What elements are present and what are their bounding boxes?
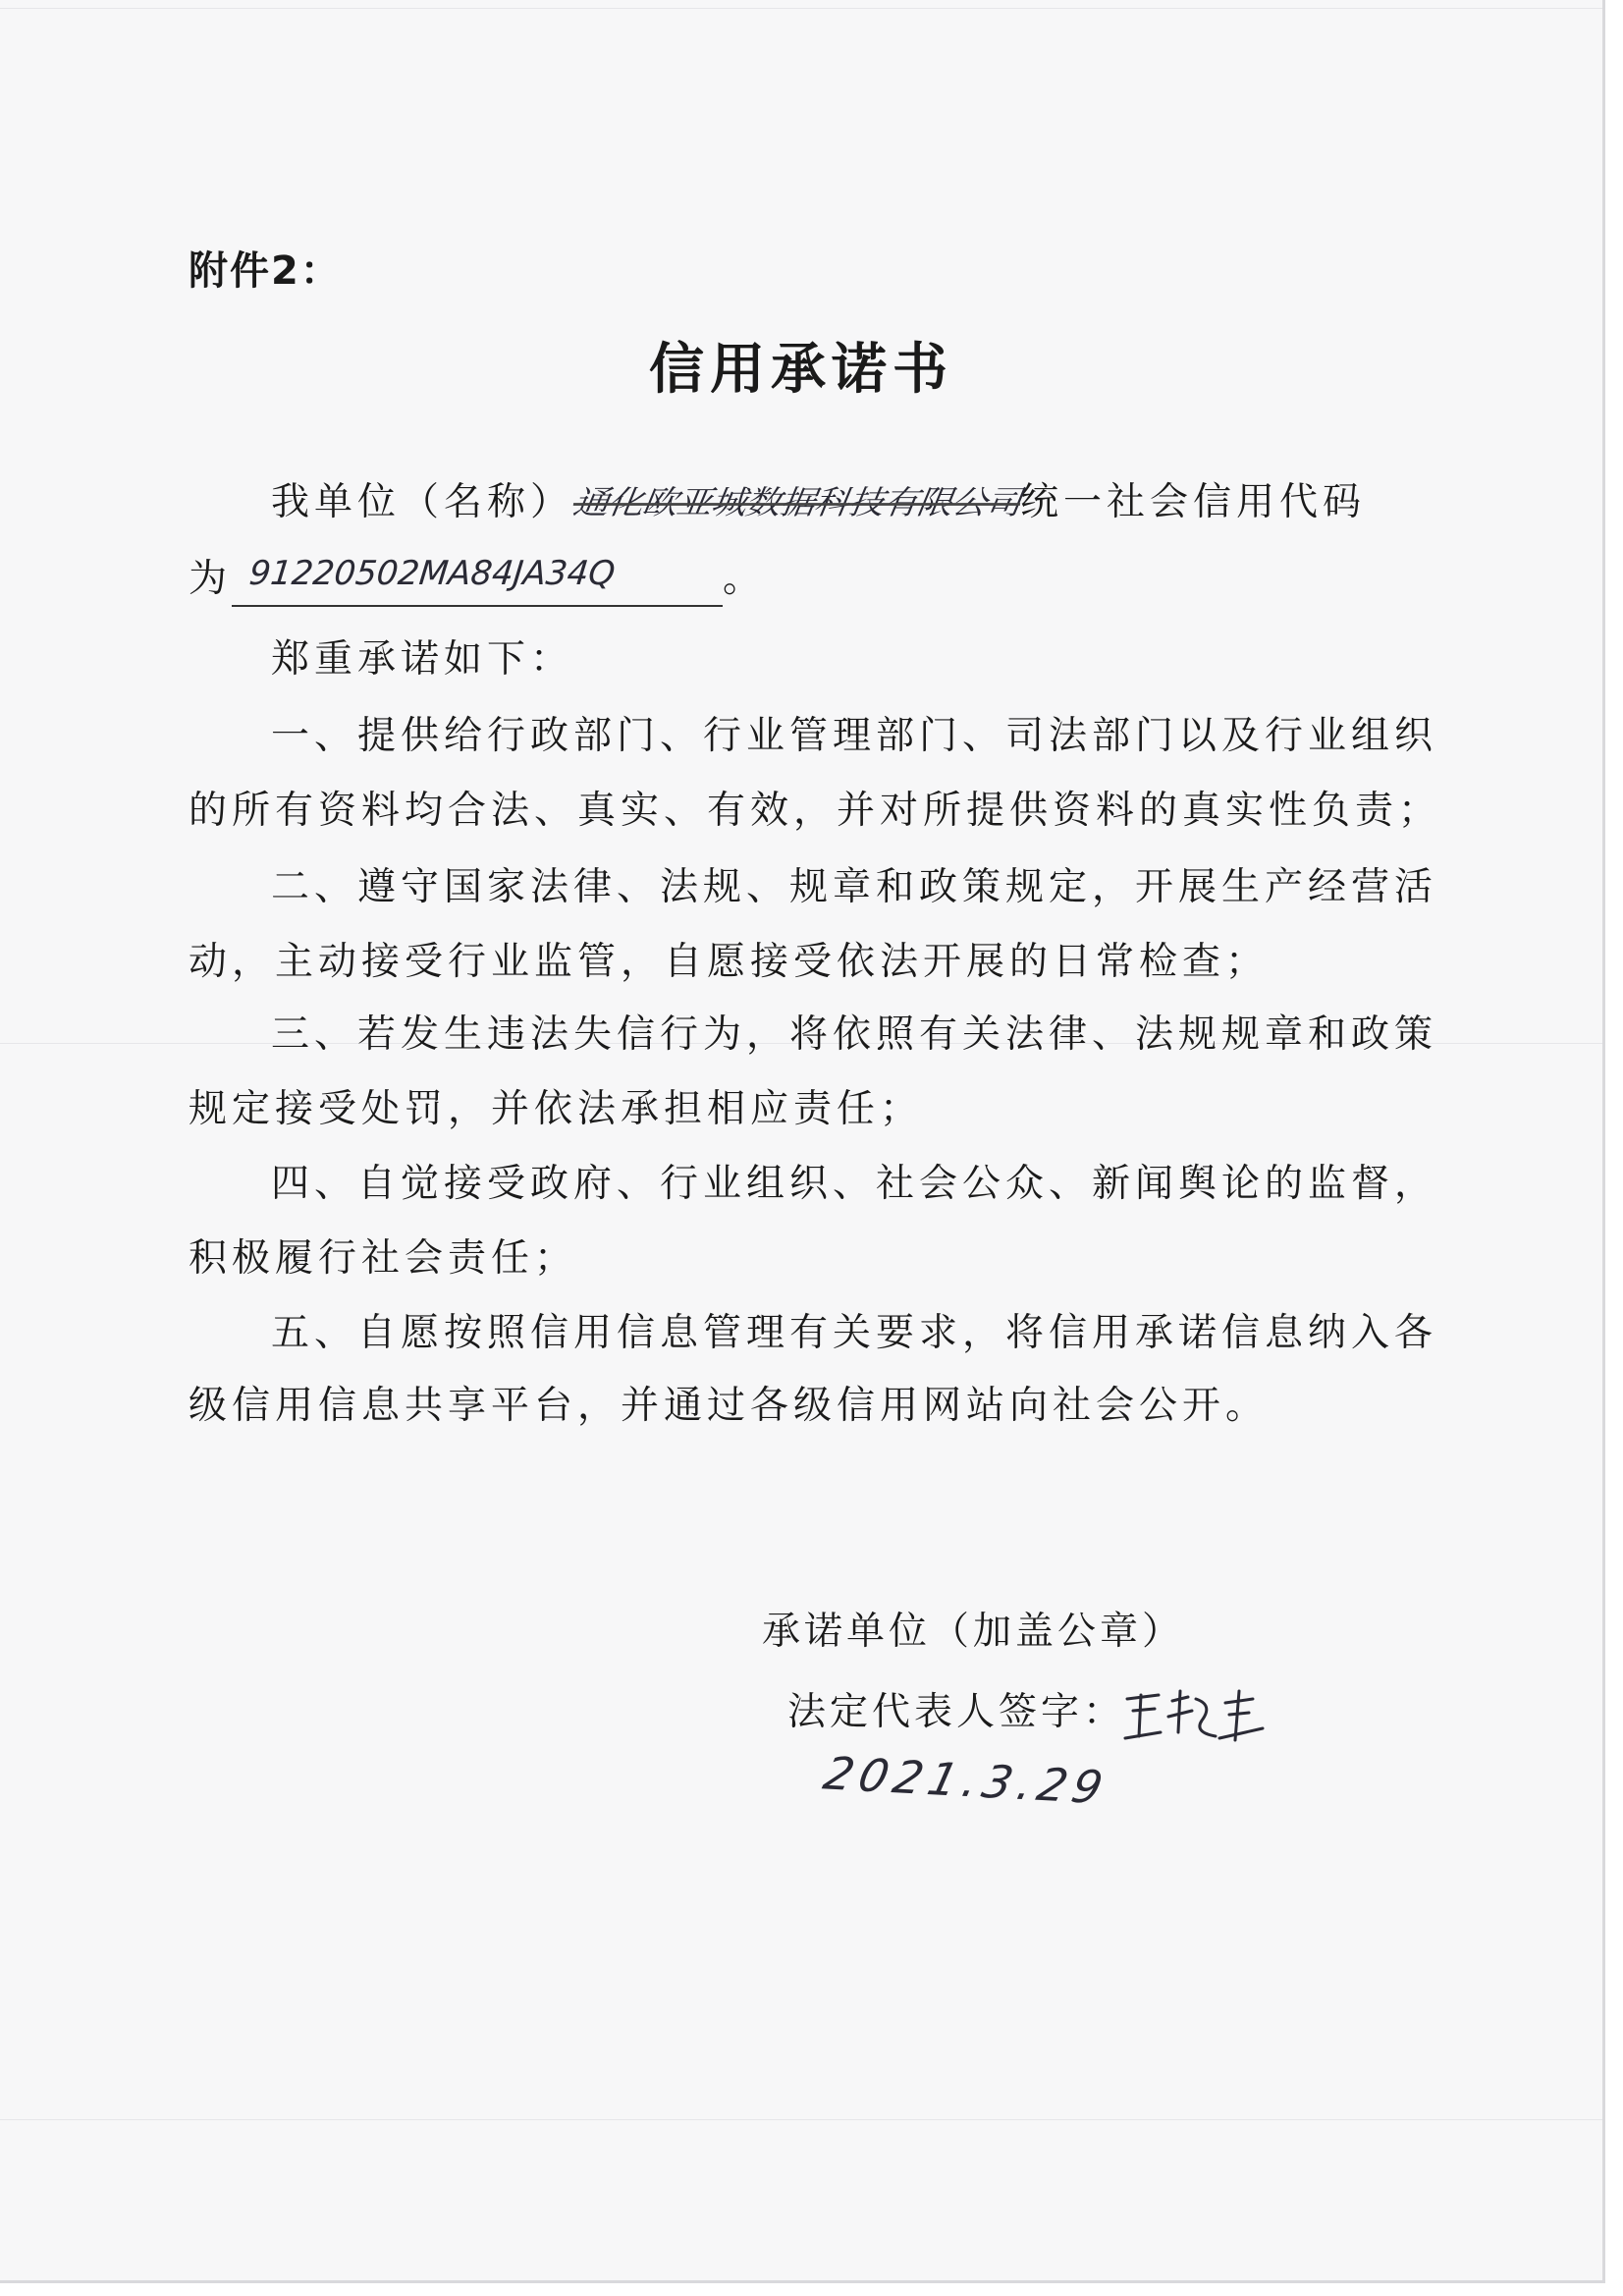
scan-artifact-line (0, 2119, 1602, 2120)
legal-rep-label: 法定代表人签字： (787, 1690, 1126, 1734)
clause-5-line-2: 级信用信息共享平台，并通过各级信用网站向社会公开。 (189, 1384, 1270, 1428)
handwritten-signature (1119, 1681, 1267, 1750)
scan-artifact-line (0, 8, 1602, 9)
attachment-label: 附件2： (189, 248, 342, 294)
intro-line-2 (189, 552, 766, 607)
credit-code-blank (232, 554, 723, 607)
document-title: 信用承诺书 (649, 337, 953, 402)
clause-1-line-2: 的所有资料均合法、真实、有效，并对所提供资料的真实性负责； (189, 789, 1442, 833)
clause-4-line-2: 积极履行社会责任； (189, 1236, 578, 1281)
code-label: 统一社会信用代码 (1020, 480, 1367, 524)
handwritten-credit-code: 91220502MA84JA34Q (246, 554, 618, 593)
clause-2-line-2: 动，主动接受行业监管，自愿接受依法开展的日常检查； (189, 940, 1270, 984)
promising-unit-label: 承诺单位（加盖公章） (762, 1610, 1185, 1654)
clause-2-line-1: 二、遵守国家法律、法规、规章和政策规定，开展生产经营活 (271, 865, 1438, 909)
handwritten-date: 2021.3.29 (819, 1746, 1114, 1815)
name-prefix: 我单位（名称） (271, 480, 574, 524)
clause-5-line-1: 五、自愿按照信用信息管理有关要求，将信用承诺信息纳入各 (271, 1311, 1438, 1355)
clause-4-line-1: 四、自觉接受政府、行业组织、社会公众、新闻舆论的监督， (271, 1162, 1438, 1206)
code-prefix: 为 (189, 557, 233, 601)
code-end: 。 (723, 557, 767, 601)
clause-3-line-1: 三、若发生违法失信行为，将依照有关法律、法规规章和政策 (271, 1012, 1438, 1057)
clause-1-line-1: 一、提供给行政部门、行业管理部门、司法部门以及行业组织 (271, 714, 1438, 758)
pledge-heading: 郑重承诺如下： (271, 637, 574, 682)
handwritten-company-name: 通化欧亚城数据科技有限公司 (570, 484, 1023, 522)
intro-line-1 (271, 475, 1366, 531)
clause-3-line-2: 规定接受处罚，并依法承担相应责任； (189, 1087, 924, 1131)
